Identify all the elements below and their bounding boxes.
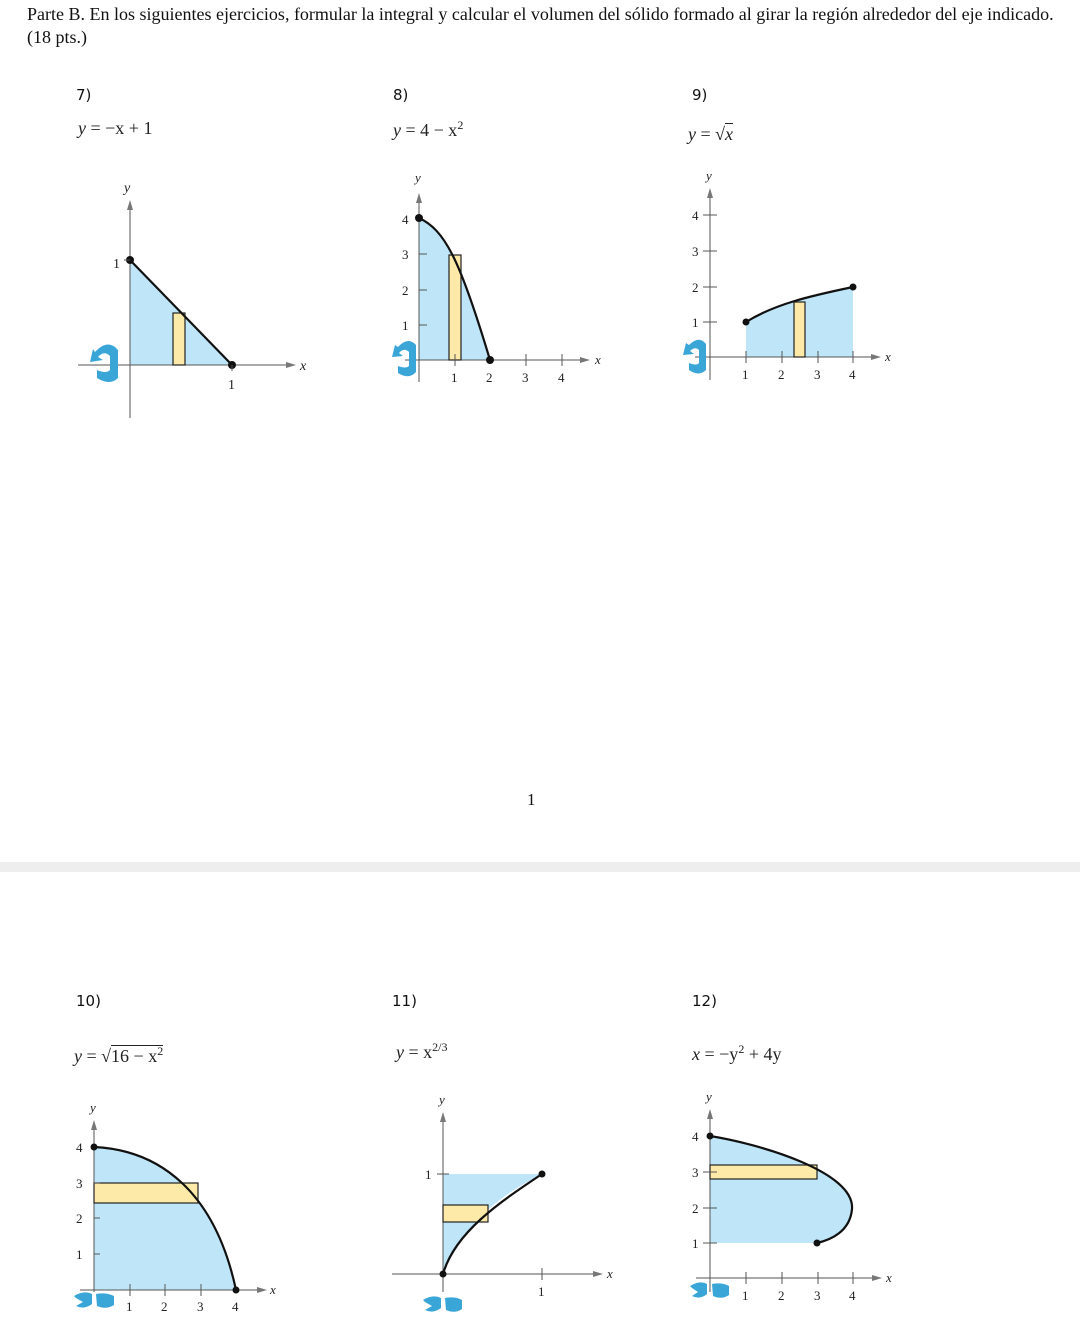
graph-12-point [707,1133,714,1140]
eq-10-lhs: y [74,1046,82,1066]
graph-8-ytick-2: 2 [402,283,409,298]
eq-12-sup: 2 [738,1042,745,1056]
graph-9-ytick-3: 3 [692,244,699,259]
graph-8-y-label: y [415,170,421,185]
page-separator [0,862,1080,872]
graph-9-xtick-2: 2 [778,367,785,382]
eq-10-rhs: = [86,1046,97,1066]
graph-8-xtick-4: 4 [558,370,565,385]
graph-11-ytick-1: 1 [425,1167,432,1182]
graph-11-y-label: y [439,1092,445,1107]
rotation-arrow-icon [683,340,706,374]
graph-11-y-arrow [440,1112,446,1122]
instructions-text: Parte B. En los siguientes ejercicios, formular la integral y calcular el volumen del sólido formado al girar la región alrededor del eje indicado. (18 pts.) [27,4,1054,47]
graph-10-xtick-4: 4 [232,1299,239,1314]
graph-7-x-label: x [300,359,307,374]
graph-9-xtick-3: 3 [814,367,821,382]
sqrt-icon: √ [715,124,726,144]
graph-12 [690,1089,892,1303]
graph-11-xtick-1: 1 [538,1284,545,1299]
graph-10-point [233,1287,240,1294]
graph-10-xtick-2: 2 [161,1299,168,1314]
graph-12-region [710,1136,852,1243]
graph-10-ytick-2: 2 [76,1211,83,1226]
graph-7-y-label: y [124,181,131,196]
graph-12-point [814,1240,821,1247]
graph-11-x-label: x [607,1266,613,1281]
graph-11-point [539,1171,546,1178]
eq-12-lhs: x [692,1044,700,1064]
graph-12-y-label: y [706,1089,712,1104]
graph-12-xtick-1: 1 [742,1288,749,1303]
graph-12-x-arrow [872,1275,882,1281]
eq-8-rhs: = 4 − x [405,120,458,140]
graph-12-ytick-4: 4 [692,1129,699,1144]
page-number: 1 [527,790,536,809]
graph-9-ytick-2: 2 [692,280,699,295]
exercise-9-number: 9) [692,86,708,104]
graph-9-ytick-4: 4 [692,208,699,223]
graph-10-x-arrow [257,1287,267,1293]
eq-11-rhs: = x [408,1042,433,1062]
graph-10-y-arrow [91,1120,97,1130]
graph-9-y-label: y [706,168,712,183]
eq-11-lhs: y [396,1042,404,1062]
page-2 [0,872,1080,1330]
rotation-arrow-icon [423,1296,462,1311]
graph-12-xtick-4: 4 [849,1288,856,1303]
graph-8-ytick-1: 1 [402,318,409,333]
graph-9-point [743,319,750,326]
graph-9-y-arrow [707,188,713,198]
graph-7-ytick-1: 1 [113,257,120,272]
exercise-8-number: 8) [393,86,409,104]
eq-10-sup: 2 [157,1044,164,1058]
graph-10-xtick-3: 3 [197,1299,204,1314]
graph-8-xtick-2: 2 [486,370,493,385]
graph-12-rectangle [710,1165,817,1179]
eq-8-lhs: y [393,120,401,140]
graph-9-ytick-1: 1 [692,315,699,330]
graph-10-y-label: y [90,1100,96,1115]
graph-10-ytick-1: 1 [76,1247,83,1262]
eq-7-rhs: = −x + 1 [90,118,153,138]
eq-9-lhs: y [688,124,696,144]
eq-9-rhs: = [700,124,711,144]
eq-9-radicand: x [725,124,734,144]
exercise-7-number: 7) [76,86,92,104]
eq-8-sup: 2 [457,118,464,132]
graph-9-x-label: x [885,349,891,364]
graph-11-point [440,1271,447,1278]
graph-9-x-arrow [871,354,881,360]
graph-10 [74,1100,276,1314]
graph-12-y-arrow [707,1109,713,1119]
graph-11-region [443,1174,542,1274]
sqrt-icon: √ [101,1046,112,1066]
graph-10-point [91,1144,98,1151]
graph-10-ytick-3: 3 [76,1176,83,1191]
graph-12-ytick-3: 3 [692,1165,699,1180]
graph-12-ytick-1: 1 [692,1236,699,1251]
graph-8-ytick-3: 3 [402,247,409,262]
eq-12-tail: + 4y [744,1044,782,1064]
graph-8-xtick-3: 3 [522,370,529,385]
graph-11-x-arrow [593,1271,603,1277]
graph-8-x-label: x [595,352,601,367]
exercise-12-number: 12) [692,992,717,1010]
exercise-11-number: 11) [392,992,417,1010]
graphs-10-12 [0,872,1080,1330]
eq-7-lhs: y [78,118,86,138]
eq-11-sup: 2/3 [432,1040,448,1054]
graph-12-x-label: x [886,1270,892,1285]
graph-10-x-label: x [270,1282,276,1297]
graph-11 [392,1092,613,1312]
graph-9-xtick-1: 1 [742,367,749,382]
graph-10-ytick-4: 4 [76,1140,83,1155]
graph-12-xtick-2: 2 [778,1288,785,1303]
eq-10-radicand-text: 16 − x [111,1046,158,1066]
eq-12-rhs: = −y [704,1044,739,1064]
exercise-10-number: 10) [76,992,101,1010]
graph-12-xtick-3: 3 [814,1288,821,1303]
graph-10-rectangle [94,1183,198,1203]
graph-8-ytick-4: 4 [402,212,409,227]
graph-8-xtick-1: 1 [451,370,458,385]
graph-9-rectangle [794,302,805,357]
graph-7-xtick-1: 1 [228,378,235,393]
graph-9-point [850,284,857,291]
rotation-arrow-icon [74,1292,114,1307]
graph-12-ytick-2: 2 [692,1201,699,1216]
graph-10-xtick-1: 1 [126,1299,133,1314]
graph-9-xtick-4: 4 [849,367,856,382]
